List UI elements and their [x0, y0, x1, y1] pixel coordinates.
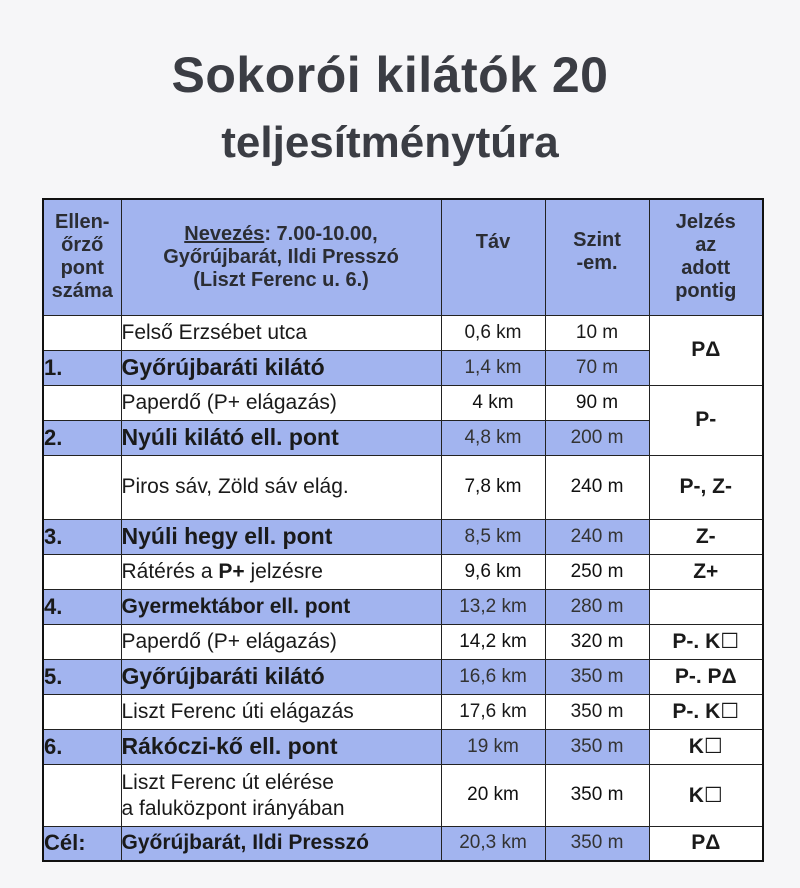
- location-name: Győrújbaráti kilátó: [121, 350, 441, 385]
- table-row: [43, 315, 763, 350]
- table-row: [43, 729, 763, 764]
- table-row: [43, 624, 763, 659]
- checkpoint-number: [43, 554, 121, 589]
- distance: 9,6 km: [441, 554, 545, 589]
- trail-marking: PΔ: [649, 826, 763, 861]
- table-row: [43, 554, 763, 589]
- location-name: Paperdő (P+ elágazás): [121, 385, 441, 420]
- distance: 7,8 km: [441, 455, 545, 519]
- checkpoint-table: [42, 198, 764, 862]
- distance: 14,2 km: [441, 624, 545, 659]
- location-name: Rákóczi-kő ell. pont: [121, 729, 441, 764]
- checkpoint-number: 4.: [43, 589, 121, 624]
- checkpoint-number: Cél:: [43, 826, 121, 861]
- location-name: Nyúli hegy ell. pont: [121, 519, 441, 554]
- distance: 16,6 km: [441, 659, 545, 694]
- elevation: 70 m: [545, 350, 649, 385]
- distance: 1,4 km: [441, 350, 545, 385]
- location-name: Liszt Ferenc úti elágazás: [121, 694, 441, 729]
- trail-marking: P-: [649, 385, 763, 455]
- elevation: 320 m: [545, 624, 649, 659]
- distance: 4,8 km: [441, 420, 545, 455]
- trail-marking: K☐: [649, 729, 763, 764]
- elevation: 10 m: [545, 315, 649, 350]
- trail-marking: PΔ: [649, 315, 763, 385]
- table-row: [43, 519, 763, 554]
- trail-marking: Z+: [649, 554, 763, 589]
- header-registration: Nevezés: 7.00-10.00, Győrújbarát, Ildi Presszó (Liszt Ferenc u. 6.): [121, 199, 441, 315]
- location-name: Piros sáv, Zöld sáv elág.: [121, 455, 441, 519]
- checkpoint-number: [43, 624, 121, 659]
- elevation: 350 m: [545, 764, 649, 826]
- location-name: Nyúli kilátó ell. pont: [121, 420, 441, 455]
- page-title: Sokorói kilátók 20: [171, 47, 609, 103]
- page-subtitle: teljesítménytúra: [221, 118, 559, 167]
- elevation: 350 m: [545, 826, 649, 861]
- table-row: [43, 385, 763, 420]
- header-checkpoint-number: Ellen- őrző pont száma: [43, 199, 121, 315]
- distance: 4 km: [441, 385, 545, 420]
- checkpoint-number: [43, 764, 121, 826]
- location-name: Liszt Ferenc út elérése a faluközpont irányában: [121, 764, 441, 826]
- table-row: [43, 455, 763, 519]
- checkpoint-number: 2.: [43, 420, 121, 455]
- header-distance: Táv: [441, 199, 545, 315]
- checkpoint-number: [43, 694, 121, 729]
- location-name: Felső Erzsébet utca: [121, 315, 441, 350]
- elevation: 280 m: [545, 589, 649, 624]
- header-marking: Jelzés az adott pontig: [649, 199, 763, 315]
- elevation: 240 m: [545, 455, 649, 519]
- table-row: [43, 694, 763, 729]
- location-name: Győrújbaráti kilátó: [121, 659, 441, 694]
- distance: 19 km: [441, 729, 545, 764]
- distance: 0,6 km: [441, 315, 545, 350]
- table-row: [43, 659, 763, 694]
- trail-marking: P-. K☐: [649, 694, 763, 729]
- elevation: 90 m: [545, 385, 649, 420]
- trail-marking: [649, 589, 763, 624]
- checkpoint-number: 1.: [43, 350, 121, 385]
- elevation: 240 m: [545, 519, 649, 554]
- location-name: Rátérés a P+ jelzésre: [121, 554, 441, 589]
- location-name: Győrújbarát, Ildi Presszó: [121, 826, 441, 861]
- checkpoint-number: [43, 315, 121, 350]
- checkpoint-number: 6.: [43, 729, 121, 764]
- trail-marking: P-. K☐: [649, 624, 763, 659]
- distance: 20 km: [441, 764, 545, 826]
- table-header-row: [43, 199, 763, 315]
- distance: 8,5 km: [441, 519, 545, 554]
- elevation: 350 m: [545, 694, 649, 729]
- trail-marking: Z-: [649, 519, 763, 554]
- elevation: 250 m: [545, 554, 649, 589]
- table-row: [43, 589, 763, 624]
- checkpoint-number: 3.: [43, 519, 121, 554]
- distance: 13,2 km: [441, 589, 545, 624]
- elevation: 350 m: [545, 729, 649, 764]
- elevation: 350 m: [545, 659, 649, 694]
- distance: 17,6 km: [441, 694, 545, 729]
- table-row: [43, 826, 763, 861]
- location-name: Gyermektábor ell. pont: [121, 589, 441, 624]
- table-row: [43, 764, 763, 826]
- elevation: 200 m: [545, 420, 649, 455]
- checkpoint-number: 5.: [43, 659, 121, 694]
- checkpoint-number: [43, 455, 121, 519]
- distance: 20,3 km: [441, 826, 545, 861]
- location-name: Paperdő (P+ elágazás): [121, 624, 441, 659]
- trail-marking: P-, Z-: [649, 455, 763, 519]
- checkpoint-number: [43, 385, 121, 420]
- trail-marking: K☐: [649, 764, 763, 826]
- header-elevation: Szint -em.: [545, 199, 649, 315]
- trail-marking: P-. PΔ: [649, 659, 763, 694]
